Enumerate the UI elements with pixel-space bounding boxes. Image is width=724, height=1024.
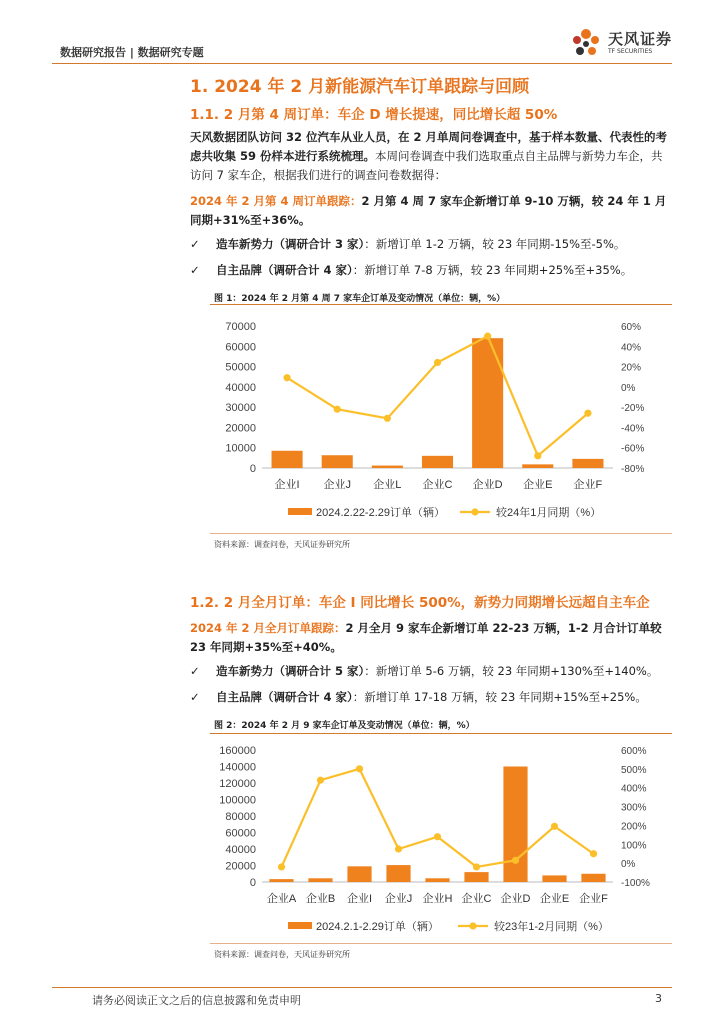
x-tick-label: 企业I — [346, 893, 373, 905]
line-point — [534, 452, 541, 459]
y-tick-label-right: -60% — [621, 443, 645, 455]
intro-rest: 本周问卷调查中我们选取重点自主品牌与新势力车企，共访问 7 家车企，根据我们进行的调查问卷数据得： — [190, 149, 663, 182]
y-tick-label-right: 600% — [621, 746, 647, 757]
bullet-text: ：新增订单 1-2 万辆，较 23 年同期-15%至-5%。 — [364, 237, 626, 251]
disclaimer-link[interactable]: 请务必阅读正文之后的信息披露和免责申明 — [92, 994, 301, 1007]
y-tick-label-right: 500% — [621, 764, 647, 776]
subsection-title-2: 1.2. 2 月全月订单：车企 I 同比增长 500%，新势力同期增长远超自主车企 — [190, 595, 650, 611]
logo-flower-icon — [566, 24, 606, 64]
line-point — [590, 850, 597, 857]
x-tick-label: 企业E — [539, 893, 570, 905]
y-tick-label-left: 10000 — [225, 442, 256, 455]
line-point — [584, 410, 591, 417]
figure-2-chart — [210, 737, 672, 940]
bar — [422, 456, 453, 468]
bar — [581, 874, 605, 882]
intro-bold: 天风数据团队访问 32 位汽车从业人员，在 2 月单周问卷调查中，基于样本数量、代表性的考虑共收集 59 份样本进行系统梳理。 — [190, 130, 668, 163]
x-tick-label: 企业F — [573, 479, 603, 491]
legend-label: 较23年1-2月同期（%） — [494, 921, 609, 933]
x-tick-label: 企业J — [323, 479, 351, 491]
figure-2-top-rule — [210, 733, 672, 734]
bar — [322, 455, 353, 468]
x-tick-label: 企业D — [472, 479, 503, 491]
bullet-bold: 自主品牌（调研合计 4 家） — [216, 690, 353, 704]
logo-text: 天风证券 — [608, 30, 673, 48]
y-tick-label-left: 140000 — [219, 761, 256, 774]
header-divider — [52, 63, 672, 64]
y-tick-label-right: 400% — [621, 783, 647, 795]
figure-1-bottom-rule — [210, 533, 672, 534]
y-tick-label-right: 300% — [621, 802, 647, 814]
bar — [425, 878, 449, 882]
y-tick-label-left: 100000 — [219, 794, 256, 807]
bar — [272, 451, 303, 468]
line-point — [434, 359, 441, 366]
x-tick-label: 企业E — [523, 479, 553, 491]
line-point — [283, 374, 290, 381]
bar — [472, 338, 503, 468]
legend-label: 较24年1月同期（%） — [496, 507, 602, 519]
x-tick-label: 企业C — [422, 479, 453, 491]
tracking-paragraph-2 — [190, 619, 670, 657]
bar — [386, 865, 410, 882]
tracking-label: 2024 年 2 月全月订单跟踪： — [190, 621, 346, 635]
intro-paragraph — [190, 128, 670, 185]
figure-2-bottom-rule — [210, 943, 672, 944]
y-tick-label-left: 0 — [249, 463, 256, 475]
bullet-bold: 造车新势力（调研合计 3 家） — [216, 237, 365, 251]
line-point — [473, 863, 480, 870]
check-icon: ✓ — [190, 263, 200, 277]
y-tick-label-left: 50000 — [225, 361, 256, 374]
y-tick-label-right: 0% — [621, 382, 636, 394]
line-series — [287, 336, 588, 456]
subsection-title-1: 1.1. 2 月第 4 周订单：车企 D 增长提速，同比增长超 50% — [190, 107, 558, 123]
line-point — [512, 857, 519, 864]
bar — [503, 767, 527, 883]
bar — [542, 875, 566, 882]
figure-1-top-rule — [210, 304, 672, 305]
x-tick-label: 企业B — [305, 893, 336, 905]
y-tick-label-right: 60% — [621, 322, 642, 333]
report-category: 数据研究报告 | 数据研究专题 — [60, 46, 204, 59]
figure-2-title: 图 2：2024 年 2 月 9 家车企订单及变动情况（单位：辆，%） — [214, 721, 475, 731]
bar — [572, 459, 603, 468]
figure-1-title: 图 1：2024 年 2 月第 4 周 7 家车企订单及变动情况（单位：辆，%） — [214, 294, 506, 304]
y-tick-label-left: 160000 — [219, 745, 256, 757]
check-icon: ✓ — [190, 237, 200, 251]
line-point — [384, 415, 391, 422]
x-tick-label: 企业H — [422, 893, 453, 905]
company-logo — [566, 24, 686, 64]
tracking-text: 2 月第 4 周 7 家车企新增订单 9-10 万辆，较 24 年 1 月同期+31%至+36%。 — [190, 194, 667, 227]
bar — [269, 879, 293, 882]
page-number: 3 — [655, 992, 662, 1005]
y-tick-label-left: 60000 — [225, 341, 256, 354]
bullet-item — [190, 662, 680, 681]
figure-1-source: 资料来源：调查问卷，天风证券研究所 — [214, 540, 350, 549]
line-point — [551, 823, 558, 830]
y-tick-label-right: 40% — [621, 342, 642, 354]
line-point — [356, 765, 363, 772]
figure-2-source: 资料来源：调查问卷，天风证券研究所 — [214, 950, 350, 959]
footer-divider — [52, 987, 672, 988]
line-series — [282, 769, 594, 867]
y-tick-label-left: 30000 — [225, 402, 256, 415]
y-tick-label-right: -20% — [621, 403, 645, 415]
line-point — [434, 833, 441, 840]
line-point — [334, 406, 341, 413]
y-tick-label-left: 40000 — [225, 381, 256, 394]
line-point — [395, 845, 402, 852]
logo-text-en: TF SECURITIES — [608, 48, 653, 55]
line-point — [278, 863, 285, 870]
bullet-item — [190, 688, 680, 707]
bullet-text: ：新增订单 17-18 万辆，较 23 年同期+15%至+25%。 — [352, 690, 647, 704]
x-tick-label: 企业I — [274, 479, 300, 491]
tracking-label: 2024 年 2 月第 4 周订单跟踪： — [190, 194, 362, 208]
y-tick-label-left: 20000 — [225, 860, 256, 873]
y-tick-label-left: 120000 — [219, 778, 256, 790]
y-tick-label-right: 20% — [621, 362, 642, 374]
figure-1-chart — [210, 310, 672, 528]
y-tick-label-left: 60000 — [225, 827, 256, 840]
y-tick-label-right: 0% — [621, 859, 636, 871]
y-tick-label-right: 100% — [621, 840, 647, 852]
legend-swatch-bar — [288, 922, 312, 929]
x-tick-label: 企业A — [266, 893, 297, 905]
y-tick-label-right: -40% — [621, 423, 645, 435]
section-title: 1. 2024 年 2 月新能源汽车订单跟踪与回顾 — [190, 77, 530, 97]
legend-swatch-point — [471, 508, 478, 515]
check-icon: ✓ — [190, 664, 200, 678]
bullet-item — [190, 261, 680, 280]
y-tick-label-right: 200% — [621, 821, 647, 833]
y-tick-label-right: -80% — [621, 464, 645, 475]
legend-label: 2024.2.22-2.29订单（辆） — [316, 507, 446, 519]
line-point — [317, 777, 324, 784]
y-tick-label-left: 0 — [249, 877, 256, 889]
bullet-bold: 自主品牌（调研合计 4 家） — [216, 263, 353, 277]
legend-swatch-bar — [288, 508, 312, 515]
y-tick-label-left: 70000 — [225, 321, 256, 333]
x-tick-label: 企业F — [579, 893, 608, 905]
y-tick-label-right: -100% — [621, 878, 650, 889]
bullet-bold: 造车新势力（调研合计 5 家） — [216, 664, 365, 678]
y-tick-label-left: 80000 — [225, 811, 256, 823]
bar — [347, 866, 371, 882]
check-icon: ✓ — [190, 690, 200, 704]
bar — [522, 464, 553, 468]
bar — [372, 466, 403, 468]
tracking-paragraph-1 — [190, 192, 670, 230]
bar — [464, 872, 488, 882]
legend-label: 2024.2.1-2.29订单（辆） — [316, 921, 439, 933]
x-tick-label: 企业L — [373, 479, 402, 491]
bullet-item — [190, 235, 680, 254]
x-tick-label: 企业J — [384, 893, 413, 905]
line-point — [484, 333, 491, 340]
bullet-text: ：新增订单 7-8 万辆，较 23 年同期+25%至+35%。 — [352, 263, 633, 277]
y-tick-label-left: 40000 — [225, 844, 256, 856]
tracking-text: 2 月全月 9 家车企新增订单 22-23 万辆，1-2 月合计订单较 23 年同期+35%至+40%。 — [190, 621, 662, 654]
x-tick-label: 企业C — [461, 893, 492, 905]
legend-swatch-point — [469, 922, 476, 929]
y-tick-label-left: 20000 — [225, 422, 256, 435]
bar — [308, 878, 332, 882]
x-tick-label: 企业D — [500, 893, 531, 905]
bullet-text: ：新增订单 5-6 万辆，较 23 年同期+130%至+140%。 — [364, 664, 659, 678]
